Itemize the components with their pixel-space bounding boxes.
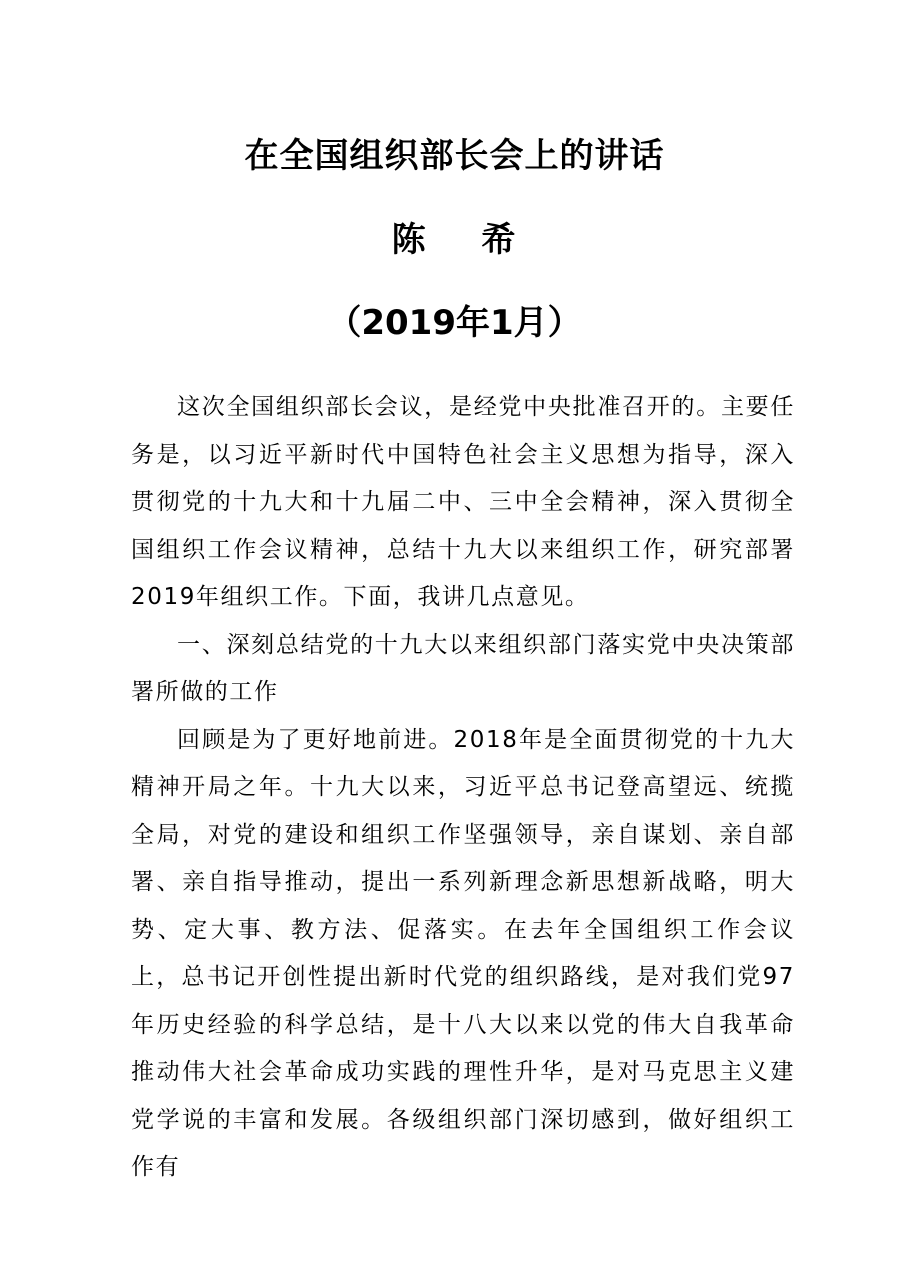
document-body — [131, 384, 795, 1192]
section-heading-1: 一、深刻总结党的十九大以来组织部门落实党中央决策部署所做的工作 — [131, 631, 795, 705]
document-title: 在全国组织部长会上的讲话 — [244, 136, 665, 176]
document-author: 陈 希 — [391, 220, 518, 260]
document-date: （2019年1月） — [327, 303, 582, 343]
paragraph-review: 回顾是为了更好地前进。2018年是全面贯彻党的十九大精神开局之年。十九大以来，习近平总书记登高望远、统揽全局，对党的建设和组织工作坚强领导，亲自谋划、亲自部署、亲自指导推动，提出一系列新理念新思想新战略，明大势、定大事、教方法、促落实。在去年全国组织工作会议上，总书记开创性提出新时代党的组织路线，是对我们党97年历史经验的科学总结，是十八大以来以党的伟大自我革命推动伟大社会革命成功实践的理性升华，是对马克思主义建党学说的丰富和发展。各级组织部门深切感到，做好组织工作有 — [131, 726, 795, 1180]
paragraph-intro: 这次全国组织部长会议，是经党中央批准召开的。主要任务是，以习近平新时代中国特色社会主义思想为指导，深入贯彻党的十九大和十九届二中、三中全会精神，深入贯彻全国组织工作会议精神，总结十九大以来组织工作，研究部署2019年组织工作。下面，我讲几点意见。 — [131, 394, 795, 610]
